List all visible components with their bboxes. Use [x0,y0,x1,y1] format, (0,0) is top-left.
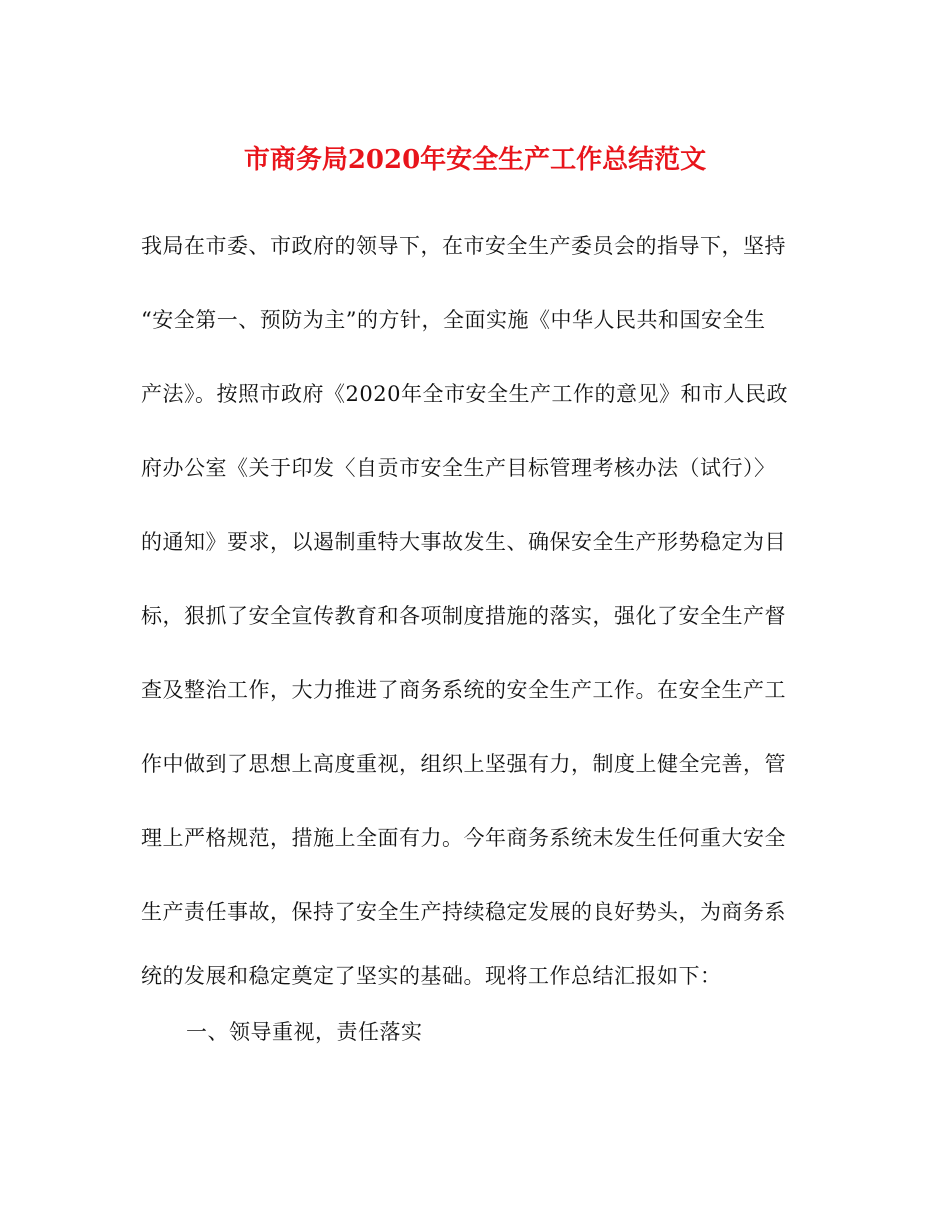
paragraph-line: 我局在市委、市政府的领导下，在市安全生产委员会的指导下，坚持 [141,234,786,258]
paragraph-line: “安全第一、预防为主”的方针，全面实施《中华人民共和国安全生 [141,308,766,332]
paragraph-line: 统的发展和稳定奠定了坚实的基础。现将工作总结汇报如下： [141,964,722,988]
document-title: 市商务局2020年安全生产工作总结范文 [243,145,707,175]
paragraph-line: 查及整治工作，大力推进了商务系统的安全生产工作。在安全生产工 [141,678,786,702]
paragraph-line: 产法》。按照市政府《2020年全市安全生产工作的意见》和市人民政 [141,382,788,406]
paragraph-line: 标，狠抓了安全宣传教育和各项制度措施的落实，强化了安全生产督 [141,604,786,628]
section-heading: 一、领导重视，责任落实 [186,1020,423,1044]
paragraph-line: 府办公室《关于印发〈自贡市安全生产目标管理考核办法（试行）〉 [141,456,776,480]
paragraph-line: 作中做到了思想上高度重视，组织上坚强有力，制度上健全完善，管 [141,752,786,776]
paragraph-line: 理上严格规范，措施上全面有力。今年商务系统未发生任何重大安全 [141,826,786,850]
paragraph-line: 生产责任事故，保持了安全生产持续稳定发展的良好势头，为商务系 [141,900,786,924]
paragraph-line: 的通知》要求，以遏制重特大事故发生、确保安全生产形势稳定为目 [141,530,786,554]
